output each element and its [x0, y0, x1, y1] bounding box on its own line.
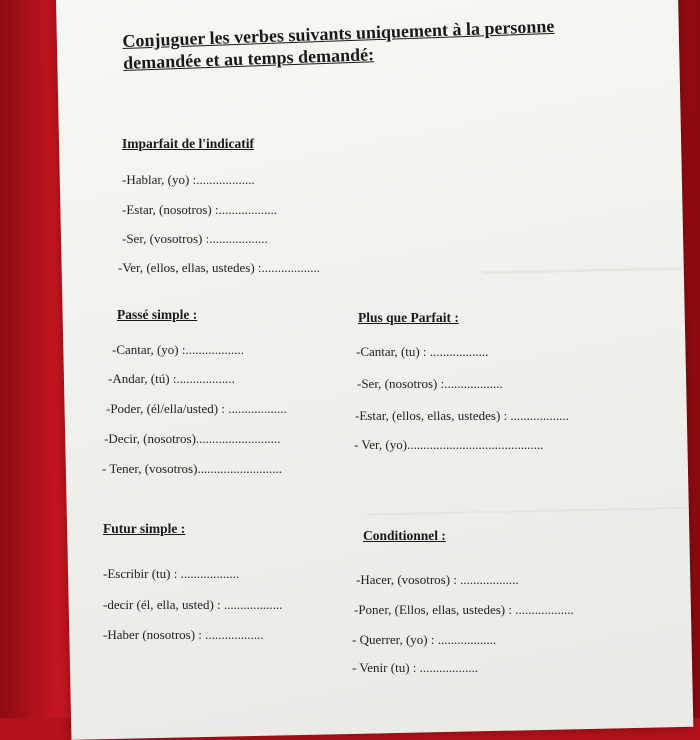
imparfait-item-2: -Estar, (nosotros) :..................: [122, 202, 278, 217]
passe-simple-item-2: -Andar, (tú) :..................: [108, 371, 235, 386]
futur-item-1: -Escribir (tu) : ..................: [103, 566, 240, 581]
imparfait-item-3: -Ser, (vosotros) :..................: [122, 231, 268, 246]
conditionnel-item-3: - Querrer, (yo) : ..................: [352, 632, 497, 647]
heading-futur-simple: Futur simple :: [103, 521, 186, 536]
conditionnel-item-1: -Hacer, (vosotros) : ..................: [356, 572, 519, 587]
pqp-item-2: -Ser, (nosotros) :..................: [357, 376, 503, 391]
futur-item-2: -decir (él, ella, usted) : ..................: [103, 597, 283, 612]
pqp-item-4: - Ver, (yo)..........................................: [354, 437, 544, 452]
conditionnel-item-2: -Poner, (Ellos, ellas, ustedes) : ..................: [354, 602, 574, 617]
heading-imparfait: Imparfait de l'indicatif: [122, 136, 254, 151]
heading-plus-que-parfait: Plus que Parfait :: [358, 310, 459, 325]
title-line-1: Conjuguer les verbes suivants uniquement à la personne: [122, 15, 555, 51]
passe-simple-item-1: -Cantar, (yo) :..................: [112, 342, 244, 357]
passe-simple-item-3: -Poder, (él/ella/usted) : ..................: [106, 401, 287, 416]
conditionnel-item-4: - Venir (tu) : ..................: [352, 660, 479, 675]
heading-conditionnel: Conditionnel :: [363, 528, 446, 543]
passe-simple-item-5: - Tener, (vosotros)..........................: [102, 461, 282, 476]
paper-crease: [367, 507, 687, 516]
pqp-item-1: -Cantar, (tu) : ..................: [356, 344, 489, 359]
passe-simple-item-4: -Decir, (nosotros)..........................: [104, 431, 281, 446]
imparfait-item-4: -Ver, (ellos, ellas, ustedes) :..................: [118, 260, 321, 275]
imparfait-item-1: -Hablar, (yo) :..................: [122, 172, 255, 187]
paper-crease: [482, 267, 682, 274]
futur-item-3: -Haber (nosotros) : ..................: [103, 627, 264, 642]
pqp-item-3: -Estar, (ellos, ellas, ustedes) : ..................: [355, 408, 569, 423]
title-line-2: demandée et au temps demandé:: [122, 44, 375, 73]
heading-passe-simple: Passé simple :: [117, 307, 198, 322]
